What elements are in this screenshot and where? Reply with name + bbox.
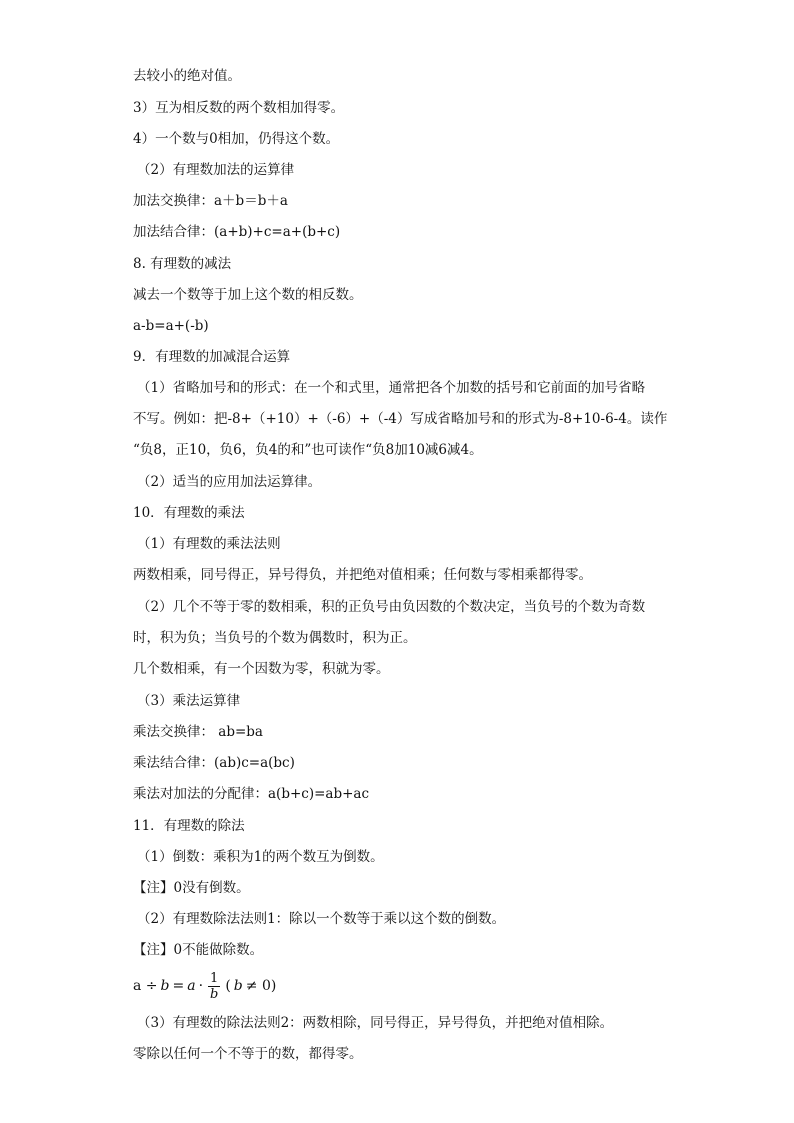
text-line: （2）适当的应用加法运算律。 bbox=[137, 474, 322, 490]
text-line: 时，积为负；当负号的个数为偶数时，积为正。 bbox=[133, 630, 417, 646]
text-line: 乘法对加法的分配律：a(b+c)=ab+ac bbox=[133, 786, 370, 802]
text-line: 减去一个数等于加上这个数的相反数。 bbox=[133, 287, 363, 303]
formula-condition-rest: ≠ 0) bbox=[245, 978, 277, 994]
text-line: （1）省略加号和的形式：在一个和式里，通常把各个加数的括号和它前面的加号省略 bbox=[137, 380, 646, 396]
text-line: 零除以任何一个不等于的数，都得零。 bbox=[133, 1046, 363, 1062]
note-line: 【注】0没有倒数。 bbox=[133, 880, 250, 896]
fraction-denominator: b bbox=[210, 986, 219, 1002]
formula-dot: · bbox=[198, 978, 204, 994]
section-heading: 8. 有理数的减法 bbox=[133, 256, 232, 272]
text-line: 几个数相乘，有一个因数为零，积就为零。 bbox=[133, 661, 390, 677]
text-line: （3）有理数的除法法则2：两数相除，同号得正，异号得负，并把绝对值相除。 bbox=[137, 1015, 614, 1031]
formula-fraction bbox=[208, 971, 220, 1002]
formula-equals: = bbox=[172, 978, 185, 994]
text-line: （2）有理数除法法则1：除以一个数等于乘以这个数的倒数。 bbox=[137, 911, 506, 927]
text-line: （1）有理数的乘法法则 bbox=[137, 536, 281, 552]
formula-divisor: b bbox=[160, 978, 170, 994]
text-line: （1）倒数：乘积为1的两个数互为倒数。 bbox=[137, 849, 384, 865]
division-formula bbox=[133, 966, 276, 1006]
section-heading: 10．有理数的乘法 bbox=[133, 505, 245, 521]
text-line: 去较小的绝对值。 bbox=[133, 68, 241, 84]
text-line: 乘法交换律： ab=ba bbox=[133, 724, 263, 740]
formula-condition-var: b bbox=[233, 978, 243, 994]
formula-lhs: a ÷ bbox=[133, 978, 158, 994]
text-line: 4）一个数与0相加，仍得这个数。 bbox=[133, 131, 340, 147]
text-line: 两数相乘，同号得正，异号得负，并把绝对值相乘；任何数与零相乘都得零。 bbox=[133, 567, 592, 583]
text-line: （2）几个不等于零的数相乘，积的正负号由负因数的个数决定，当负号的个数为奇数 bbox=[137, 599, 646, 615]
text-line: “负8，正10，负6，负4的和”也可读作“负8加10减6减4。 bbox=[133, 442, 483, 458]
text-line: a-b=a+(-b) bbox=[133, 318, 209, 334]
text-line: 加法结合律：(a+b)+c=a+(b+c) bbox=[133, 224, 341, 240]
text-line: 乘法结合律：(ab)c=a(bc) bbox=[133, 755, 295, 771]
text-line: 加法交换律：a＋b＝b＋a bbox=[133, 193, 288, 209]
formula-condition-open: ( bbox=[225, 978, 231, 994]
section-heading: 11．有理数的除法 bbox=[133, 818, 245, 834]
fraction-numerator: 1 bbox=[210, 970, 219, 986]
note-line: 【注】0不能做除数。 bbox=[133, 942, 264, 958]
text-line: （2）有理数加法的运算律 bbox=[137, 162, 295, 178]
section-heading: 9．有理数的加减混合运算 bbox=[133, 349, 291, 365]
text-line: 不写。例如：把-8+（+10）+（-6）+（-4）写成省略加号和的形式为-8+10-6-4。读作 bbox=[133, 411, 668, 427]
text-line: 3）互为相反数的两个数相加得零。 bbox=[133, 100, 345, 116]
formula-a: a bbox=[187, 978, 196, 994]
text-line: （3）乘法运算律 bbox=[137, 693, 241, 709]
